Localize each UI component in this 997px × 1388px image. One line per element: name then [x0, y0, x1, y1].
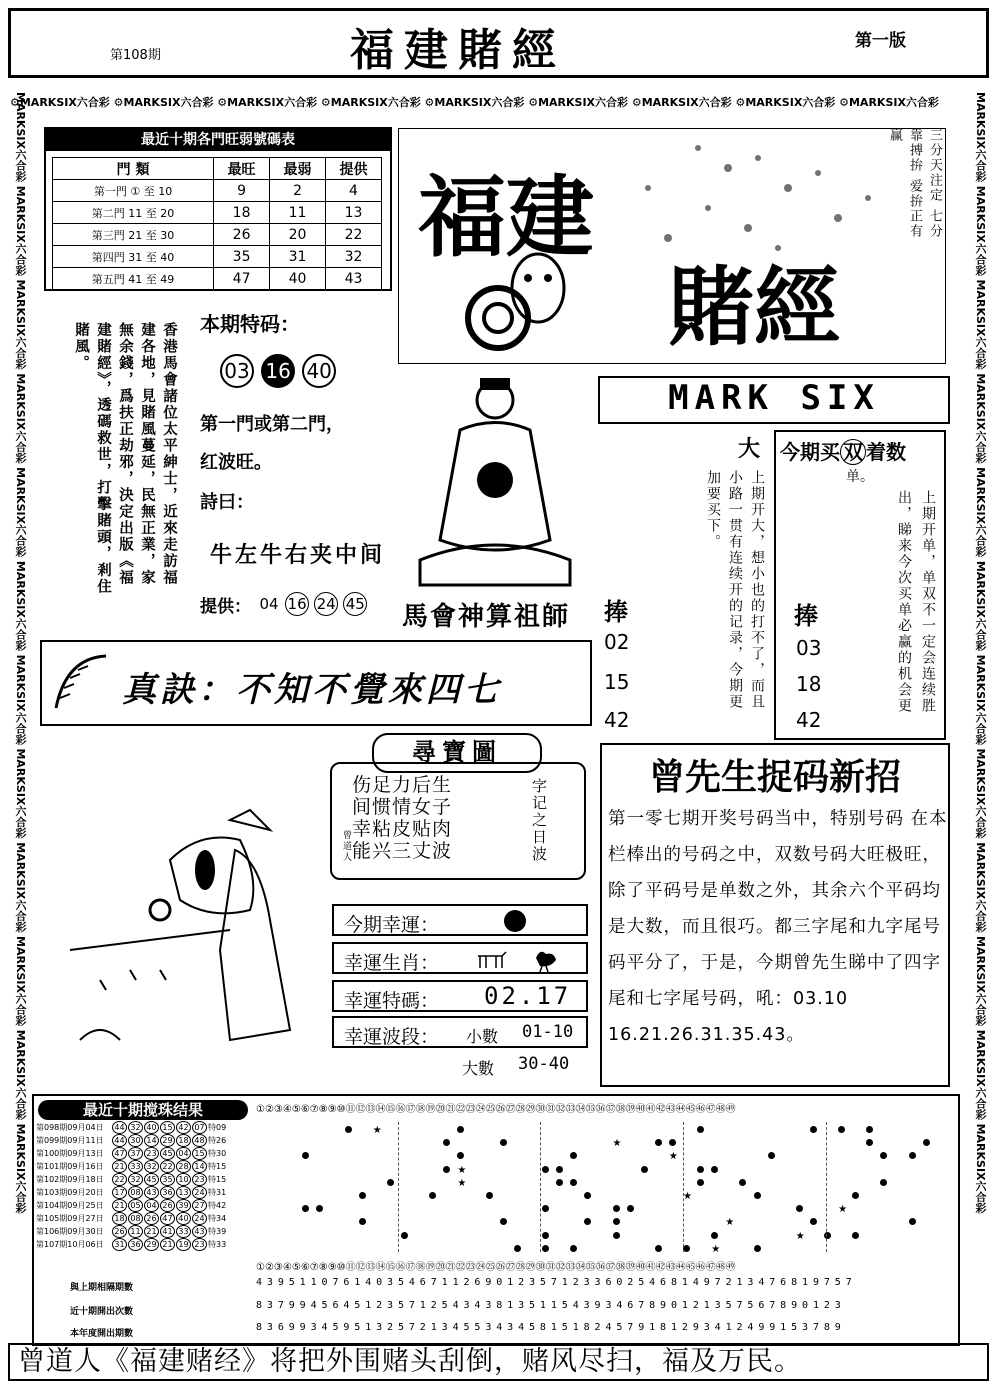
door-hot: 47: [214, 268, 270, 290]
special-hint-1: 第一門或第二門，: [200, 414, 344, 435]
luck-zodiac-label: 幸運生肖：: [344, 952, 440, 974]
number-dot: [923, 1139, 930, 1146]
poem-text: 牛左牛右夹中间: [210, 542, 386, 568]
grid-divider: [540, 1122, 542, 1252]
number-dot: [796, 1205, 803, 1212]
luck-today-box: [332, 904, 588, 936]
result-ball: 33: [128, 1160, 143, 1173]
treasure-line: 间惯情女子: [352, 796, 453, 818]
ox-icon: [474, 948, 510, 970]
door-pick: 22: [326, 224, 382, 246]
provide-label: 提供：: [200, 597, 251, 617]
luck-code-box: [332, 980, 588, 1012]
result-ball: 47: [112, 1147, 127, 1160]
result-ball: 39: [176, 1199, 191, 1212]
result-special: 特26: [208, 1136, 227, 1145]
special-number-dot: ★: [795, 1230, 805, 1242]
result-ball: 47: [160, 1212, 175, 1225]
provide-ball: 04: [259, 595, 279, 613]
poem-label: 詩曰：: [200, 492, 254, 513]
number-dot: [542, 1166, 549, 1173]
stat-label-count: 近十期開出次數: [70, 1307, 134, 1317]
special-ball: 40: [302, 354, 336, 388]
result-ball: 23: [192, 1173, 207, 1186]
result-ball: 07: [192, 1121, 207, 1134]
result-date: 第105期09月27日: [36, 1214, 104, 1223]
special-number-dot: ★: [372, 1125, 382, 1136]
odd-pick-3: 42: [796, 708, 822, 732]
result-ball: 23: [192, 1238, 207, 1251]
result-ball: 29: [160, 1134, 175, 1147]
result-ball: 14: [192, 1160, 207, 1173]
result-row: [36, 1173, 226, 1186]
result-ball: 37: [128, 1147, 143, 1160]
edition-label: 第一版: [855, 31, 906, 51]
result-ball: 42: [176, 1121, 191, 1134]
result-ball: 21: [160, 1238, 175, 1251]
door-name: 第四門 31 至 40: [53, 246, 214, 268]
result-ball: 22: [160, 1160, 175, 1173]
provide-balls: [258, 592, 367, 616]
result-date: 第107期10月06日: [36, 1240, 104, 1249]
door-name: 第五門 41 至 49: [53, 268, 214, 290]
result-date: 第100期09月13日: [36, 1149, 104, 1158]
treasure-line: 幸粘皮贴肉: [352, 818, 453, 840]
brand-strip-right: MARKSIX六合彩 MARKSIX六合彩 MARKSIX六合彩 MARKSIX六合彩 MARKSIX六合彩 MARKSIX六合彩 MARKSIX六合彩 MARKSIX六合彩 MARKSIX六合彩 MARKSIX六合彩 MARKSIX六合彩 MARKSIX六合彩: [974, 92, 987, 1214]
small-label: 小數: [466, 1027, 499, 1046]
leaf-scroll-icon: [46, 648, 116, 718]
big-text: 上期开大，想小也的打不了，而且小路一贯有连续开的记录，今期更加要买下。: [705, 470, 765, 710]
treasure-title: 尋寶圖: [372, 733, 542, 773]
number-dot: [909, 1152, 916, 1159]
special-number-dot: ★: [457, 1164, 467, 1176]
door-name: 第二門 11 至 20: [53, 202, 214, 224]
number-dot: [627, 1205, 634, 1212]
result-special: 特31: [208, 1188, 227, 1197]
master-figure-icon: [400, 370, 590, 590]
result-ball: 33: [176, 1225, 191, 1238]
treasure-stamp: 曾道人: [341, 830, 351, 863]
stats-row: [53, 224, 382, 246]
number-dot: [754, 1245, 761, 1252]
banner-text: 真訣：不知不覺來四七: [122, 670, 502, 710]
number-dot: [613, 1218, 620, 1225]
marksix-banner: MARK SIX: [598, 376, 950, 424]
result-ball: 15: [160, 1121, 175, 1134]
result-row: [36, 1212, 226, 1225]
treasure-line: 伤足力后生: [352, 774, 453, 796]
stat-row-gap: 4395110761403546711269012357123360254681497213476819757: [256, 1277, 857, 1288]
number-dot: [697, 1179, 704, 1186]
door-pick: 13: [326, 202, 382, 224]
result-ball: 18: [176, 1134, 191, 1147]
result-ball: 29: [144, 1238, 159, 1251]
logo-panel: [398, 128, 946, 364]
brand-strip-top: ⚙MARKSIX六合彩 ⚙MARKSIX六合彩 ⚙MARKSIX六合彩 ⚙MARKSIX六合彩 ⚙MARKSIX六合彩 ⚙MARKSIX六合彩 ⚙MARKSIX六合彩 ⚙MARKSIX六合彩 ⚙MARKSIX六合彩: [10, 96, 939, 109]
luck-code-value: 02.17: [484, 982, 572, 1010]
treasure-scroll: [330, 762, 586, 880]
special-number-dot: ★: [668, 1151, 678, 1163]
result-ball: 04: [176, 1147, 191, 1160]
number-dot: [655, 1139, 662, 1146]
odd-sub: 单。: [846, 469, 874, 485]
grid-divider: [683, 1122, 685, 1252]
special-number-dot: ★: [457, 1177, 467, 1189]
number-dot: [697, 1166, 704, 1173]
result-ball: 31: [112, 1238, 127, 1251]
result-ball: 26: [144, 1212, 159, 1225]
stat-row-count: 837994564512357125434381351154393467890121357567890123: [256, 1300, 846, 1311]
big-pick-2: 15: [604, 670, 630, 694]
number-dot: [570, 1245, 577, 1252]
number-dot: [359, 1192, 366, 1199]
stats-header-cell: 提供: [326, 158, 382, 180]
zeng-body: 第一零七期开奖号码当中，特别号码 在本栏棒出的号码之中，双数号码大旺极旺，除了平码号是单数之外，其余六个平码均是大数，而且很巧。都三字尾和九字尾号码平分了，于是，今期曾先生睇中了四字尾和七字尾号码，吼：03.10 16.21.26.31.35.43。: [608, 809, 948, 1045]
zeng-article: [600, 743, 950, 1087]
number-dot: [768, 1152, 775, 1159]
result-special: 特39: [208, 1227, 227, 1236]
luck-zodiac-box: [332, 942, 588, 974]
stats-grid: [52, 157, 382, 290]
number-dot: [909, 1218, 916, 1225]
door-pick: 4: [326, 180, 382, 202]
result-ball: 27: [192, 1199, 207, 1212]
number-dot: [345, 1126, 352, 1133]
treasure-poem: [352, 774, 452, 862]
number-dot: [556, 1166, 563, 1173]
door-name: 第三門 21 至 30: [53, 224, 214, 246]
number-dot: [655, 1245, 662, 1252]
stats-row: [53, 246, 382, 268]
result-ball: 32: [144, 1160, 159, 1173]
result-ball: 36: [128, 1238, 143, 1251]
door-cold: 31: [270, 246, 326, 268]
masthead-title: 福建賭經: [350, 25, 566, 76]
results-title: 最近十期搅珠结果: [38, 1100, 248, 1120]
result-special: 特15: [208, 1162, 227, 1171]
result-ball: 08: [128, 1212, 143, 1225]
luck-wave-box: [332, 1016, 588, 1048]
brand-strip-left: MARKSIX六合彩 MARKSIX六合彩 MARKSIX六合彩 MARKSIX六合彩 MARKSIX六合彩 MARKSIX六合彩 MARKSIX六合彩 MARKSIX六合彩 MARKSIX六合彩 MARKSIX六合彩 MARKSIX六合彩 MARKSIX六合彩: [14, 92, 27, 1214]
provide-ball: 24: [314, 592, 338, 616]
grid-divider: [826, 1122, 828, 1252]
door-hot: 9: [214, 180, 270, 202]
big-pick-3: 42: [604, 708, 630, 732]
door-cold: 11: [270, 202, 326, 224]
issue-number: 第108期: [110, 48, 161, 63]
odd-title-mid: 双: [840, 439, 866, 465]
odd-pick-label: 捧: [794, 602, 818, 630]
rooster-icon: [530, 946, 560, 972]
small-value: 01-10: [522, 1022, 574, 1042]
number-dot: [852, 1232, 859, 1239]
special-number-dot: ★: [838, 1204, 848, 1216]
result-special: 特33: [208, 1240, 227, 1249]
result-ball: 44: [112, 1121, 127, 1134]
luck-code-label: 幸運特碼：: [344, 990, 440, 1012]
stats-header-cell: 最弱: [270, 158, 326, 180]
odd-pick-2: 18: [796, 672, 822, 696]
master-caption: 馬會神算祖師: [402, 602, 571, 632]
result-ball: 32: [128, 1121, 143, 1134]
result-ball: 43: [192, 1225, 207, 1238]
special-number-dot: ★: [683, 1191, 692, 1202]
special-number-dot: ★: [725, 1217, 735, 1229]
result-ball: 23: [144, 1147, 159, 1160]
result-row: [36, 1160, 226, 1173]
intro-text: 香港馬會諸位太平紳士，近來走訪福建各地，見賭風蔓延，民無正業，家無余錢，爲扶正劫邪，決定出版《福建賭經》，透碼救世，打擊賭頭，剎住賭風。: [73, 322, 177, 596]
number-dot: [754, 1192, 761, 1199]
result-date: 第104期09月25日: [36, 1201, 104, 1210]
odd-title-pre: 今期买: [780, 440, 840, 464]
result-ball: 18: [112, 1212, 127, 1225]
result-ball: 35: [160, 1173, 175, 1186]
result-ball: 43: [144, 1186, 159, 1199]
result-row: [36, 1186, 226, 1199]
grid-divider: [398, 1122, 400, 1252]
logo-line-1: 福建: [418, 165, 595, 269]
result-ball: 26: [160, 1199, 175, 1212]
stat-row-year: 836993459513257213455343458151824579181293412499153789: [256, 1322, 846, 1333]
number-dot: [641, 1166, 648, 1173]
stats-header-cell: 最旺: [214, 158, 270, 180]
stat-label-gap: 與上期相隔期數: [70, 1283, 134, 1293]
treasure-side: 字记之日波: [530, 778, 548, 863]
door-hot: 26: [214, 224, 270, 246]
result-ball: 04: [144, 1199, 159, 1212]
number-dot: [443, 1166, 450, 1173]
result-ball: 11: [128, 1225, 143, 1238]
result-row: [36, 1121, 226, 1134]
provide-ball: 45: [343, 592, 367, 616]
number-dot: [500, 1139, 507, 1146]
result-ball: 45: [160, 1147, 175, 1160]
special-code-balls: [220, 354, 338, 388]
big-pick-label: 捧: [604, 598, 628, 626]
stats-title: 最近十期各門旺弱號碼表: [46, 129, 390, 151]
result-ball: 13: [176, 1186, 191, 1199]
number-dot: [570, 1179, 577, 1186]
special-code-label: 本期特码：: [200, 312, 300, 336]
big-pick-1: 02: [604, 630, 630, 654]
footer-slogan: 曾道人《福建赌经》将把外围赌头刮倒，赌风尽扫，福及万民。: [8, 1343, 989, 1381]
result-date: 第106期09月30日: [36, 1227, 104, 1236]
odd-pick-1: 03: [796, 636, 822, 660]
result-row: [36, 1225, 226, 1238]
stats-header-cell: 門 類: [53, 158, 214, 180]
result-ball: 36: [160, 1186, 175, 1199]
number-dot: [810, 1126, 817, 1133]
number-dot: [613, 1205, 620, 1212]
result-date: 第099期09月11日: [36, 1136, 104, 1145]
luck-wave-label: 幸運波段：: [344, 1026, 440, 1048]
number-dot: [542, 1245, 549, 1252]
number-dot: [401, 1232, 408, 1239]
odd-title: [780, 436, 906, 465]
result-ball: 14: [144, 1134, 159, 1147]
door-cold: 20: [270, 224, 326, 246]
result-ball: 22: [112, 1173, 127, 1186]
result-date: 第101期09月16日: [36, 1162, 104, 1171]
result-ball: 41: [160, 1225, 175, 1238]
result-ball: 48: [192, 1134, 207, 1147]
special-hint-2: 红波旺。: [200, 452, 272, 473]
zeng-title: 曾先生捉码新招: [648, 757, 901, 798]
luck-today-label: 今期幸運：: [344, 914, 440, 936]
number-dot: [486, 1192, 493, 1199]
result-special: 特34: [208, 1214, 227, 1223]
result-date: 第103期09月20日: [36, 1188, 104, 1197]
door-pick: 32: [326, 246, 382, 268]
number-dot: [711, 1232, 718, 1239]
luck-ball-icon: [504, 910, 526, 932]
number-header-top: ①②③④⑤⑥⑦⑧⑨⑩⑪⑫⑬⑭⑮⑯⑰⑱⑲⑳㉑㉒㉓㉔㉕㉖㉗㉘㉙㉚㉛㉜㉝㉞㉟㊱㊲㊳㊴㊵㊶㊷㊸㊹㊺㊻㊼㊽㊾: [256, 1104, 736, 1115]
result-row: [36, 1199, 226, 1212]
result-ball: 15: [192, 1147, 207, 1160]
door-cold: 40: [270, 268, 326, 290]
odd-title-post: 着数: [866, 440, 906, 464]
number-header-bottom: ①②③④⑤⑥⑦⑧⑨⑩⑪⑫⑬⑭⑮⑯⑰⑱⑲⑳㉑㉒㉓㉔㉕㉖㉗㉘㉙㉚㉛㉜㉝㉞㉟㊱㊲㊳㊴㊵㊶㊷㊸㊹㊺㊻㊼㊽㊾: [256, 1262, 736, 1273]
logo-line-2: 賭經: [668, 257, 840, 358]
special-ball: 03: [220, 354, 254, 388]
door-stats-table: [44, 127, 392, 291]
stats-header-row: [53, 158, 382, 180]
special-number-dot: ★: [711, 1243, 721, 1255]
stats-row: [53, 268, 382, 290]
result-row: [36, 1147, 226, 1160]
result-ball: 45: [144, 1173, 159, 1186]
number-dot: [514, 1245, 521, 1252]
big-char: 大: [738, 437, 761, 462]
door-name: 第一門 ① 至 10: [53, 180, 214, 202]
odd-text: 上期开单，单双不一定会连续胜出，睇来今次买单必赢的机会更: [896, 490, 936, 714]
result-ball: 17: [112, 1186, 127, 1199]
number-dot: [387, 1179, 394, 1186]
result-special: 特42: [208, 1201, 227, 1210]
treasure-line: 能兴三丈波: [352, 840, 453, 862]
result-row: [36, 1238, 226, 1251]
number-dot: [542, 1232, 549, 1239]
stat-label-year: 本年度開出期數: [70, 1329, 134, 1339]
provide-ball: 16: [285, 592, 309, 616]
door-hot: 35: [214, 246, 270, 268]
big-range-value: 30-40: [518, 1054, 570, 1074]
result-special: 特09: [208, 1123, 227, 1132]
result-ball: 32: [128, 1173, 143, 1186]
door-cold: 2: [270, 180, 326, 202]
number-dot: [613, 1232, 620, 1239]
special-ball: 16: [261, 354, 295, 388]
result-ball: 21: [112, 1199, 127, 1212]
result-ball: 21: [112, 1160, 127, 1173]
stats-row: [53, 180, 382, 202]
result-ball: 10: [176, 1173, 191, 1186]
stats-row: [53, 202, 382, 224]
result-ball: 40: [144, 1121, 159, 1134]
result-ball: 40: [176, 1212, 191, 1225]
result-ball: 28: [176, 1160, 191, 1173]
result-ball: 24: [192, 1186, 207, 1199]
result-date: 第102期09月18日: [36, 1175, 104, 1184]
result-ball: 21: [144, 1225, 159, 1238]
number-dot: [556, 1179, 563, 1186]
result-ball: 19: [176, 1238, 191, 1251]
door-pick: 43: [326, 268, 382, 290]
result-ball: 24: [192, 1212, 207, 1225]
result-row: [36, 1134, 226, 1147]
big-range-label: 大數: [462, 1059, 495, 1078]
result-ball: 08: [128, 1186, 143, 1199]
result-ball: 26: [112, 1225, 127, 1238]
special-number-dot: ★: [612, 1138, 622, 1150]
logo-motto: 三分天注定 七分靠搏拚 爱拚正有赢: [887, 128, 942, 240]
result-ball: 05: [128, 1199, 143, 1212]
number-dot: [711, 1166, 718, 1173]
result-date: 第098期09月04日: [36, 1123, 104, 1132]
old-man-illustration-icon: [60, 800, 320, 1080]
result-ball: 44: [112, 1134, 127, 1147]
door-hot: 18: [214, 202, 270, 224]
result-ball: 30: [128, 1134, 143, 1147]
secret-banner: [40, 640, 592, 726]
result-special: 特15: [208, 1175, 227, 1184]
result-special: 特30: [208, 1149, 227, 1158]
